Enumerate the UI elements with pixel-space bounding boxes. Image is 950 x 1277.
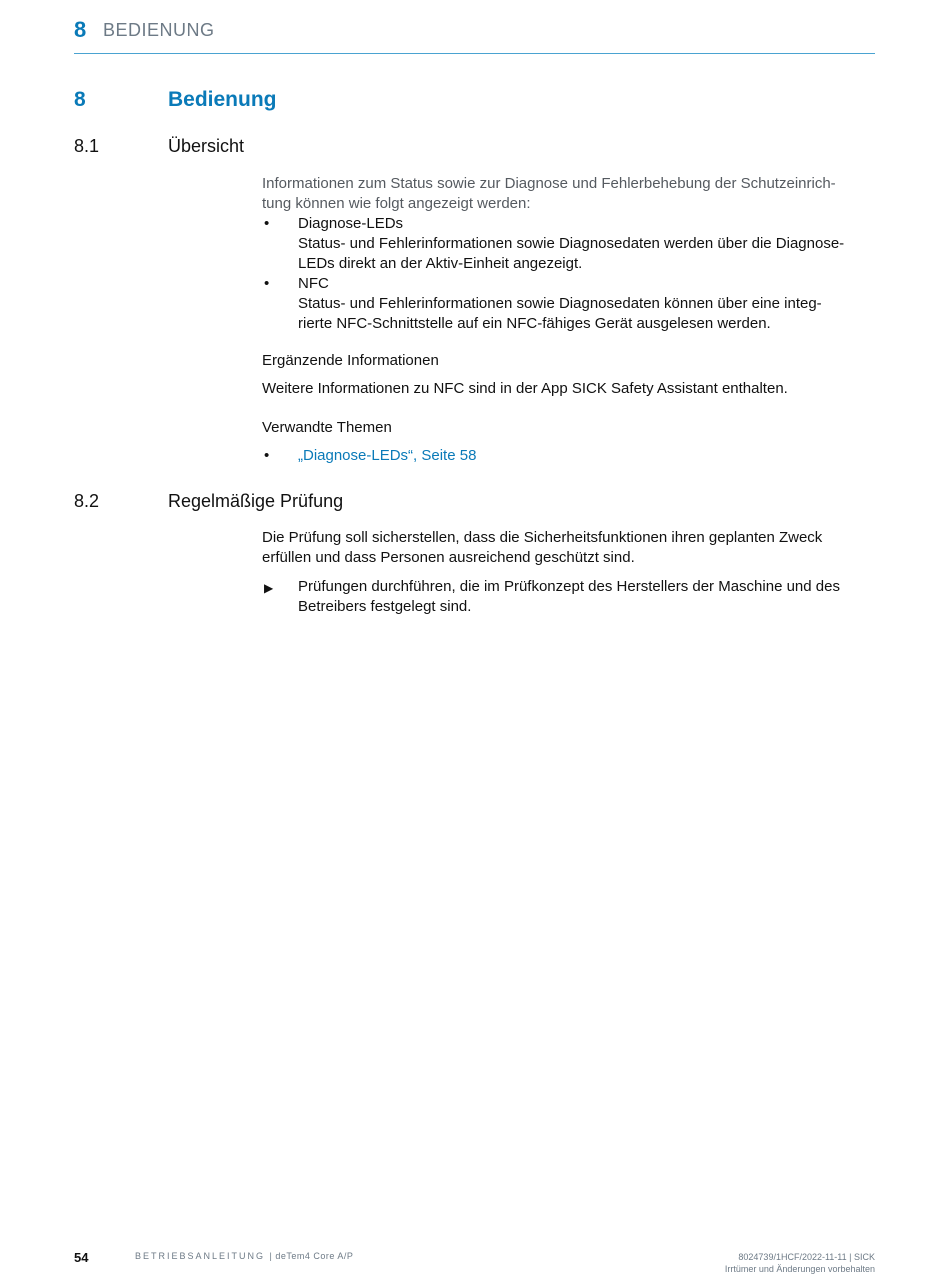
list-item-text: rierte NFC-Schnittstelle auf ein NFC-fähiges Gerät ausgelesen werden. (298, 315, 771, 332)
action-text: Betreibers festgelegt sind. (298, 598, 472, 615)
footer-document-title: BETRIEBSANLEITUNG | deTem4 Core A/P (135, 1251, 354, 1261)
section-8-2-text (262, 528, 875, 568)
list-item-text: Status- und Fehlerinformationen sowie Diagnosedaten können über eine integ- (298, 295, 822, 312)
list-item (262, 274, 875, 334)
display-options-list (262, 214, 875, 334)
list-item-text: Status- und Fehlerinformationen sowie Diagnosedaten werden über die Diagnose- (298, 235, 845, 252)
supplementary-heading: Ergänzende Informationen (262, 352, 439, 369)
footer-disclaimer: Irrtümer und Änderungen vorbehalten (724, 1264, 875, 1274)
section-number-8-2: 8.2 (74, 491, 100, 511)
related-topic-link[interactable]: „Diagnose-LEDs“, Seite 58 (298, 447, 477, 464)
list-item-title: NFC (298, 275, 329, 292)
bullet-icon: • (264, 447, 270, 464)
section-title-8-1: Übersicht (168, 136, 245, 156)
list-item (262, 446, 875, 466)
header-chapter-title: BEDIENUNG (103, 20, 215, 40)
list-item-text: LEDs direkt an der Aktiv-Einheit angezeigt. (298, 255, 583, 272)
chapter-title: Bedienung (168, 88, 277, 111)
page-number: 54 (74, 1250, 89, 1265)
header-chapter-number: 8 (74, 17, 87, 42)
action-step (262, 577, 875, 617)
supplementary-text: Weitere Informationen zu NFC sind in der App SICK Safety Assistant enthalten. (262, 380, 788, 397)
list-item (262, 214, 875, 274)
intro-line-1: Informationen zum Status sowie zur Diagnose und Fehlerbehebung der Schutzeinrich- (262, 175, 836, 192)
bullet-icon: • (264, 275, 270, 292)
section-number-8-1: 8.1 (74, 136, 100, 156)
footer-product: deTem4 Core A/P (275, 1251, 354, 1261)
header-rule (74, 53, 875, 54)
footer-doc-ref: 8024739/1HCF/2022-11-11 | SICK (738, 1252, 875, 1262)
related-topics-list (262, 446, 875, 466)
action-arrow-icon: ▶ (264, 581, 274, 595)
section-8-1-body (262, 174, 875, 334)
intro-line-2: tung können wie folgt angezeigt werden: (262, 195, 531, 212)
related-topics-heading: Verwandte Themen (262, 419, 392, 436)
action-text: Prüfungen durchführen, die im Prüfkonzept des Herstellers der Maschine und des (298, 578, 840, 595)
intro-text (262, 174, 875, 214)
footer-reference (725, 1251, 875, 1275)
chapter-number: 8 (74, 88, 86, 111)
bullet-icon: • (264, 215, 270, 232)
body-line: Die Prüfung soll sicherstellen, dass die Sicherheitsfunktionen ihren geplanten Zweck (262, 529, 823, 546)
list-item (262, 577, 875, 617)
list-item-title: Diagnose-LEDs (298, 215, 404, 232)
section-title-8-2: Regelmäßige Prüfung (168, 491, 344, 511)
body-line: erfüllen und dass Personen ausreichend geschützt sind. (262, 549, 635, 566)
footer-doc-type: BETRIEBSANLEITUNG (135, 1251, 266, 1261)
